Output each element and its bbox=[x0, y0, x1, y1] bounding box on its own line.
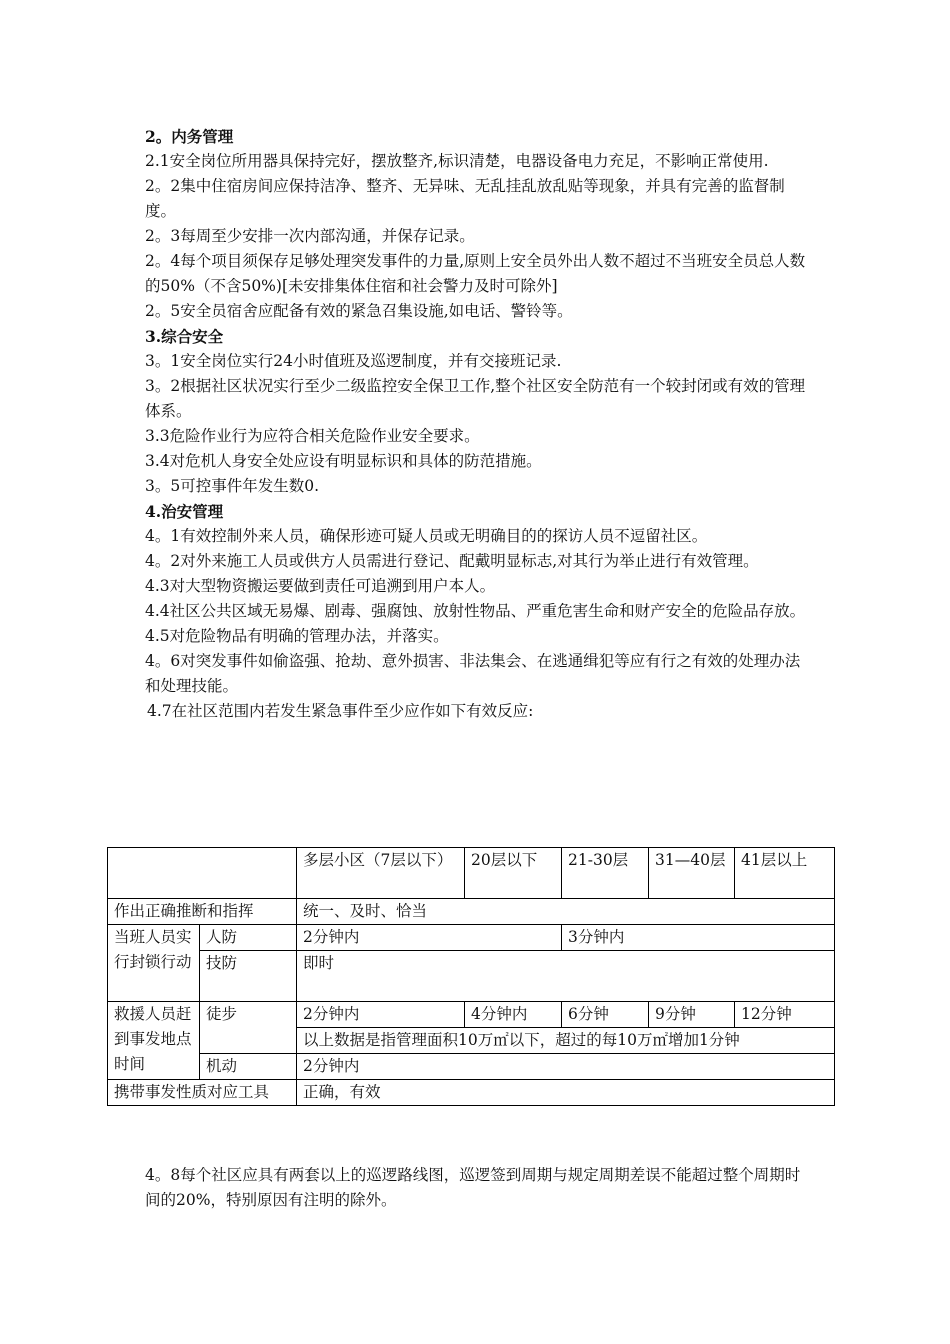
list-item: 2。5安全员宿舍应配备有效的紧急召集设施,如电话、警铃等。 bbox=[145, 302, 573, 320]
header-cell: 21-30层 bbox=[562, 848, 649, 899]
header-cell: 31—40层 bbox=[649, 848, 735, 899]
section-heading: 2。内务管理 bbox=[145, 127, 234, 146]
table-row bbox=[108, 1002, 835, 1028]
sub-label: 技防 bbox=[200, 951, 297, 1002]
table-row bbox=[108, 899, 835, 925]
table-row bbox=[108, 951, 835, 1002]
table-cell: 12分钟 bbox=[735, 1002, 835, 1028]
list-item: 3.3危险作业行为应符合相关危险作业安全要求。 bbox=[145, 427, 480, 445]
list-item: 3。1安全岗位实行24小时值班及巡逻制度，并有交接班记录. bbox=[145, 352, 562, 370]
table-cell: 6分钟 bbox=[562, 1002, 649, 1028]
list-item: 2。3每周至少安排一次内部沟通，并保存记录。 bbox=[145, 227, 475, 245]
document-body-continued bbox=[145, 1163, 810, 1213]
row-label: 当班人员实行封锁行动 bbox=[108, 925, 200, 1002]
list-item: 4。6对突发事件如偷盗强、抢劫、意外损害、非法集会、在逃通缉犯等应有行之有效的处理办法和处理技能。 bbox=[145, 652, 801, 695]
sub-label: 机动 bbox=[200, 1054, 297, 1080]
header-cell: 多层小区（7层以下） bbox=[297, 848, 465, 899]
table-corner-cell bbox=[108, 848, 297, 899]
table-cell: 2分钟内 bbox=[297, 1054, 835, 1080]
list-item: 4。1有效控制外来人员，确保形迹可疑人员或无明确目的的探访人员不逗留社区。 bbox=[145, 527, 708, 545]
row-label: 救援人员赶到事发地点时间 bbox=[108, 1002, 200, 1080]
table-cell: 3分钟内 bbox=[562, 925, 835, 951]
document-body bbox=[145, 124, 810, 724]
list-item: 2。2集中住宿房间应保持洁净、整齐、无异味、无乱挂乱放乱贴等现象，并具有完善的监督制度。 bbox=[145, 177, 785, 220]
list-item: 4.5对危险物品有明确的管理办法，并落实。 bbox=[145, 627, 449, 645]
table-cell: 2分钟内 bbox=[297, 925, 562, 951]
sub-label: 人防 bbox=[200, 925, 297, 951]
list-item: 3。5可控事件年发生数0. bbox=[145, 477, 320, 495]
table-cell: 即时 bbox=[297, 951, 835, 1002]
header-cell: 41层以上 bbox=[735, 848, 835, 899]
response-table bbox=[107, 847, 835, 1106]
table-note: 以上数据是指管理面积10万㎡以下，超过的每10万㎡增加1分钟 bbox=[297, 1028, 835, 1054]
table-cell: 9分钟 bbox=[649, 1002, 735, 1028]
list-item: 4。2对外来施工人员或供方人员需进行登记、配戴明显标志,对其行为举止进行有效管理。 bbox=[145, 552, 759, 570]
table-header-row bbox=[108, 848, 835, 899]
table-intro: 4.7在社区范围内若发生紧急事件至少应作如下有效反应: bbox=[147, 702, 534, 720]
list-item: 2。4每个项目须保存足够处理突发事件的力量,原则上安全员外出人数不超过不当班安全员总人数的50%（不含50%)[未安排集体住宿和社会警力及时可除外] bbox=[145, 252, 806, 295]
table-row bbox=[108, 925, 835, 951]
list-item: 3.4对危机人身安全处应设有明显标识和具体的防范措施。 bbox=[145, 452, 542, 470]
section-heading: 3.综合安全 bbox=[145, 327, 224, 346]
list-item: 4.4社区公共区域无易爆、剧毒、强腐蚀、放射性物品、严重危害生命和财产安全的危险品存放。 bbox=[145, 602, 806, 620]
table-row bbox=[108, 1054, 835, 1080]
list-item: 2.1安全岗位所用器具保持完好，摆放整齐,标识清楚，电器设备电力充足，不影响正常使用. bbox=[145, 152, 769, 170]
table-cell: 2分钟内 bbox=[297, 1002, 465, 1028]
row-value: 正确，有效 bbox=[297, 1080, 835, 1106]
table-row bbox=[108, 1080, 835, 1106]
section-heading: 4.治安管理 bbox=[145, 502, 224, 521]
sub-label: 徒步 bbox=[200, 1002, 297, 1054]
list-item: 3。2根据社区状况实行至少二级监控安全保卫工作,整个社区安全防范有一个较封闭或有效的管理体系。 bbox=[145, 377, 806, 420]
header-cell: 20层以下 bbox=[465, 848, 562, 899]
table-cell: 4分钟内 bbox=[465, 1002, 562, 1028]
list-item: 4。8每个社区应具有两套以上的巡逻路线图，巡逻签到周期与规定周期差误不能超过整个周期时间的20%，特别原因有注明的除外。 bbox=[145, 1166, 801, 1209]
row-value: 统一、及时、恰当 bbox=[297, 899, 835, 925]
row-label: 作出正确推断和指挥 bbox=[108, 899, 297, 925]
list-item: 4.3对大型物资搬运要做到责任可追溯到用户本人。 bbox=[145, 577, 496, 595]
row-label: 携带事发性质对应工具 bbox=[108, 1080, 297, 1106]
